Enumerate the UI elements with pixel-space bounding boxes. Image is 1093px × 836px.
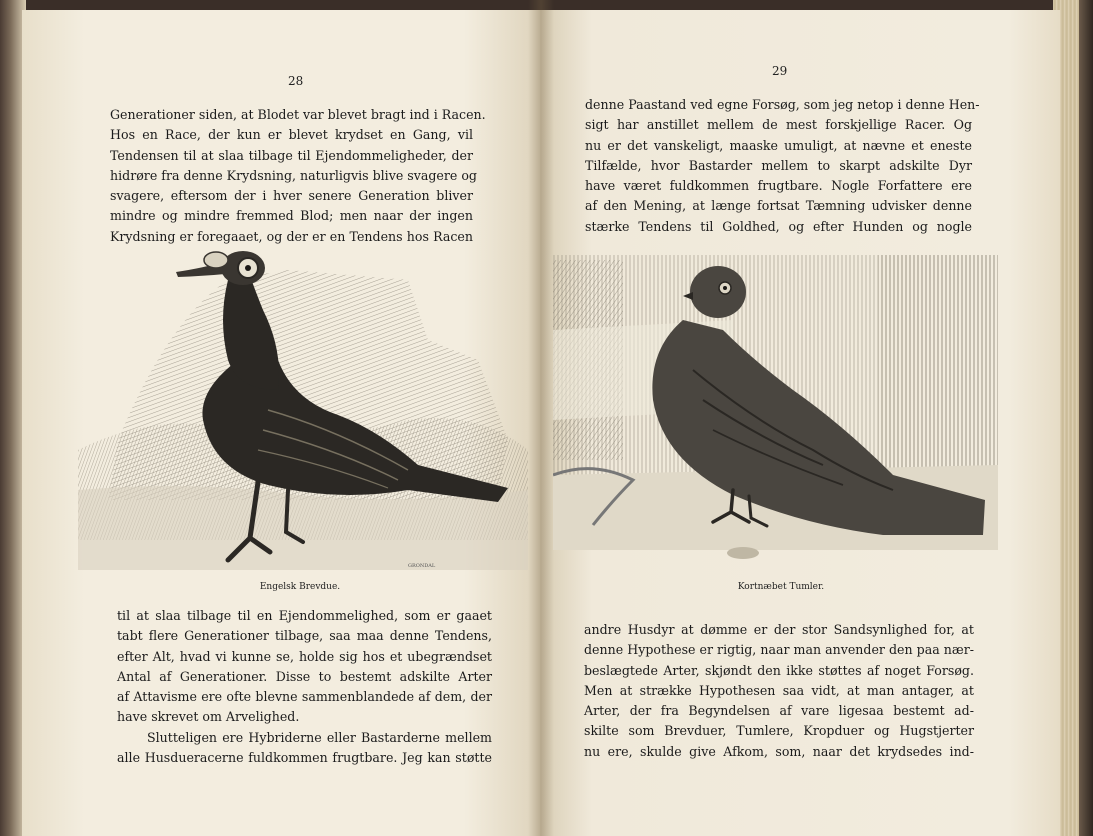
engraver-signature: GRONDAL	[408, 563, 436, 569]
text-line: hidrøre fra denne Krydsning, naturligvis blive svagere og	[110, 167, 477, 183]
text-line: Generationer siden, at Blodet var blevet bragt ind i Racen.	[110, 107, 486, 122]
right-bottom-paragraph	[584, 620, 974, 762]
text-line: andre Husdyr at dømme er der stor Sandsynlighed for, at	[584, 622, 974, 637]
text-line: denne Paastand ved egne Forsøg, som jeg netop i denne Hen-	[585, 97, 980, 112]
text-line: Men at strække Hypothesen saa vidt, at man antager, at	[584, 682, 974, 698]
tumbler-pigeon-engraving	[553, 250, 1003, 570]
text-line: til at slaa tilbage til en Ejendommelighed, som er gaaet	[117, 608, 492, 623]
text-line: svagere, eftersom der i hver senere Generation bliver	[110, 188, 473, 204]
text-line: Arter, der fra Begyndelsen af vare ligesaa bestemt ad-	[584, 703, 974, 719]
text-line: af Attavisme ere ofte blevne sammenblandede af dem, der	[117, 689, 492, 705]
text-line: alle Husdueracerne fuldkommen frugtbare. Jeg kan støtte	[117, 750, 492, 766]
left-figure-caption: Engelsk Brevdue.	[259, 582, 341, 592]
text-line: nu er det vanskeligt, maaske umuligt, at nævne et eneste	[585, 137, 972, 153]
text-line: Antal af Generationer. Disse to bestemt adskilte Arter	[117, 668, 492, 684]
left-page-number: 28	[288, 74, 304, 88]
text-line: skilte som Brevduer, Tumlere, Kropduer og Hugstjerter	[584, 723, 974, 739]
left-bottom-paragraph	[117, 606, 492, 768]
text-line: have været fuldkommen frugtbare. Nogle Forfattere ere	[585, 178, 972, 194]
text-line: beslægtede Arter, skjøndt den ikke støttes af noget Forsøg.	[584, 662, 974, 678]
text-line: Slutteligen ere Hybriderne eller Bastarderne mellem	[147, 729, 492, 745]
text-line: have skrevet om Arvelighed.	[117, 709, 300, 725]
text-line: sigt har anstillet mellem de mest forskjellige Racer. Og	[585, 117, 972, 133]
text-line: tabt flere Generationer tilbage, saa maa denne Tendens,	[117, 628, 492, 644]
text-line: af den Mening, at længe fortsat Tæmning udvisker denne	[585, 198, 972, 214]
carrier-pigeon-engraving	[78, 240, 528, 575]
text-line: Krydsning er foregaaet, og der er en Tendens hos Racen	[110, 228, 473, 244]
right-page-number: 29	[772, 64, 788, 78]
text-line: efter Alt, hvad vi kunne se, holde sig hos et ubegrændset	[117, 648, 492, 664]
text-line: Hos en Race, der kun er blevet krydset en Gang, vil	[110, 127, 473, 143]
text-line: denne Hypothese er rigtig, naar man anvender den paa nær-	[584, 642, 974, 658]
book-gutter	[528, 0, 554, 836]
right-top-paragraph	[585, 95, 980, 237]
text-line: mindre og mindre fremmed Blod; men naar der ingen	[110, 208, 473, 224]
right-figure-caption: Kortnæbet Tumler.	[737, 582, 825, 592]
left-top-paragraph	[110, 105, 486, 247]
text-line: nu ere, skulde give Afkom, som, naar det krydsedes ind-	[584, 743, 974, 759]
text-line: Tendensen til at slaa tilbage til Ejendommeligheder, der	[110, 147, 473, 163]
text-line: Tilfælde, hvor Bastarder mellem to skarpt adskilte Dyr	[585, 157, 972, 173]
text-line: stærke Tendens til Goldhed, og efter Hunden og nogle	[585, 218, 972, 234]
